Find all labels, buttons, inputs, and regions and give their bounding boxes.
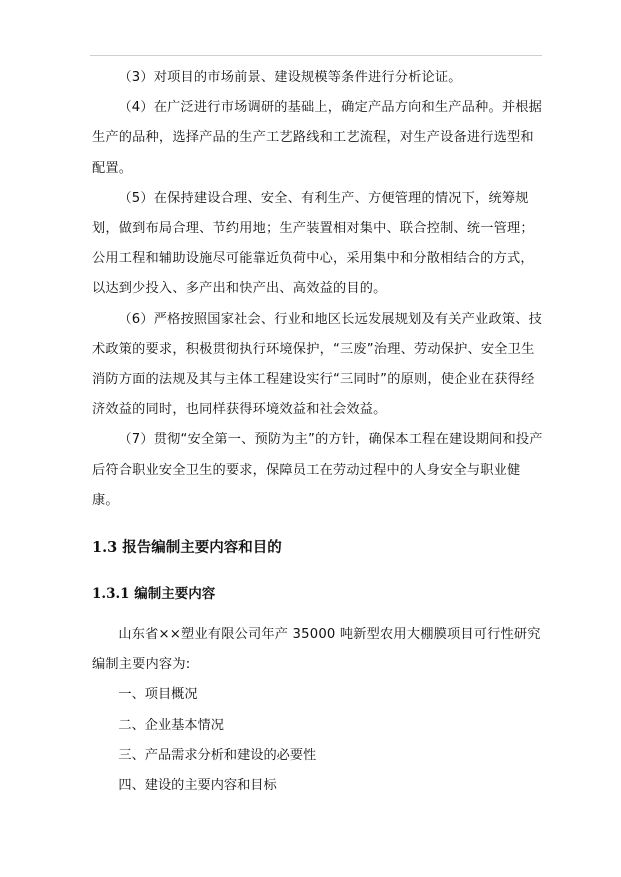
- paragraph-item-4: （4）在广泛进行市场调研的基础上，确定产品方向和生产品种。并根据生产的品种，选择产品的生产工艺路线和工艺流程，对生产设备进行选型和配置。: [92, 100, 542, 176]
- section-heading: 1.3 报告编制主要内容和目的: [92, 539, 282, 557]
- paragraph-item-7: （7）贯彻“安全第一、预防为主”的方针，确保本工程在建设期间和投产后符合职业安全卫生的要求，保障员工在劳动过程中的人身安全与职业健康。: [92, 432, 543, 508]
- paragraph-item-3: （3）对项目的市场前景、建设规模等条件进行分析论证。: [118, 70, 462, 85]
- list-item: 二、企业基本情况: [118, 717, 224, 733]
- subsection-heading: 1.3.1 编制主要内容: [92, 586, 216, 603]
- paragraph-item-6: （6）严格按照国家社会、行业和地区长远发展规划及有关产业政策、技术政策的要求，积极贯彻执行环境保护，“三废”治理、劳动保护、安全卫生消防方面的法规及其与主体工程建设实行“三同时”的原则，使企业在获得经济效益的同时，也同样获得环境效益和社会效益。: [92, 311, 542, 418]
- list-item: 四、建设的主要内容和目标: [118, 778, 277, 794]
- header-rule: [90, 55, 542, 56]
- subsection-intro: 山东省××塑业有限公司年产 35000 吨新型农用大棚膜项目可行性研究编制主要内容为:: [92, 627, 541, 673]
- document-body: [92, 63, 544, 801]
- list-item: 一、项目概况: [118, 687, 198, 703]
- list-item: 三、产品需求分析和建设的必要性: [118, 747, 317, 763]
- paragraph-item-5: （5）在保持建设合理、安全、有利生产、方便管理的情况下，统筹规划，做到布局合理、节约用地；生产装置相对集中、联合控制、统一管理；公用工程和辅助设施尽可能靠近负荷中心，采用集中和分散相结合的方式，以达到少投入、多产出和快产出、高效益的目的。: [92, 190, 534, 297]
